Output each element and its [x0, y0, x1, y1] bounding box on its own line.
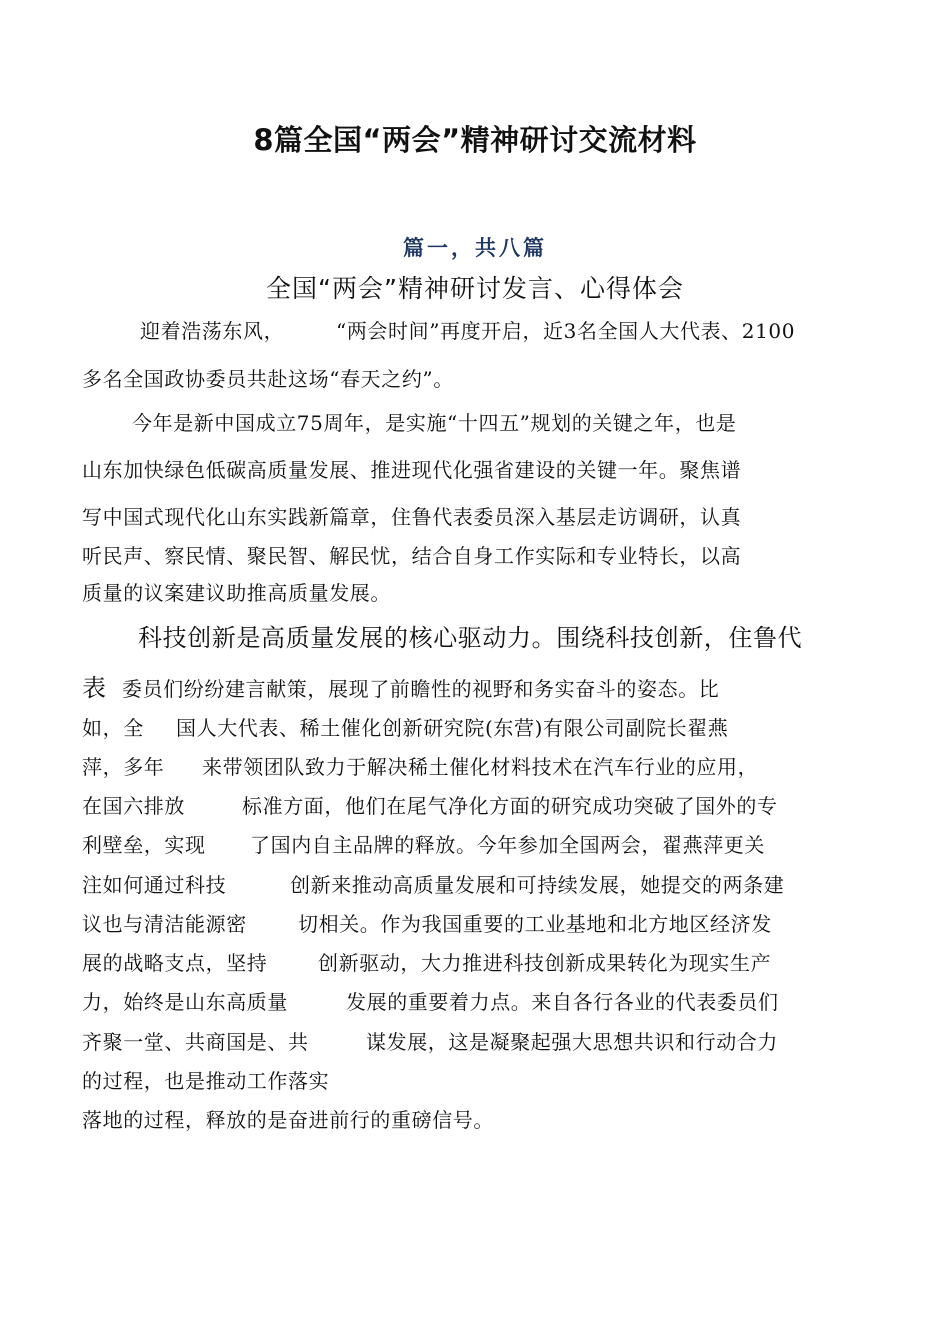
- paragraph-3-line-8a: 议也与清洁能源密: [82, 912, 247, 936]
- paragraph-3-line-7a: 注如何通过科技: [82, 873, 227, 897]
- paragraph-3-line-4b: 来带领团队致力于解决稀土催化材料技术在汽车行业的应用，: [202, 755, 759, 779]
- paragraph-3-line-11b: 谋发展，这是凝聚起强大思想共识和行动合力: [366, 1030, 778, 1054]
- paragraph-2-line-3: 写中国式现代化山东实践新篇章，住鲁代表委员深入基层走访调研，认真: [82, 505, 742, 529]
- paragraph-3-line-9a: 展的战略支点，坚持: [82, 951, 268, 975]
- paragraph-3-line-2b: 委员们纷纷建言献策，展现了前瞻性的视野和务实奋斗的姿态。比: [122, 677, 720, 701]
- section-number-label: 篇一，共八篇: [403, 235, 547, 260]
- paragraph-3-line-5a: 在国六排放: [82, 794, 185, 818]
- paragraph-3-line-4a: 萍，多年: [82, 755, 165, 779]
- paragraph-3-line-2a: 表: [82, 674, 107, 702]
- paragraph-2-line-1: 今年是新中国成立75周年，是实施“十四五”规划的关键之年，也是: [132, 411, 737, 435]
- paragraph-3-line-13: 落地的过程，释放的是奋进前行的重磅信号。: [82, 1108, 494, 1132]
- paragraph-2-line-4: 听民声、察民情、聚民智、解民忧，结合自身工作实际和专业特长，以高: [82, 544, 742, 568]
- paragraph-3-line-5b: 标准方面，他们在尾气净化方面的研究成功突破了国外的专: [242, 794, 778, 818]
- paragraph-2-line-5: 质量的议案建议助推高质量发展。: [82, 581, 391, 605]
- document-title: 8篇全国“两会”精神研讨交流材料: [253, 123, 697, 157]
- paragraph-1-line-1b: “两会时间”再度开启，近3名全国人大代表、2100: [336, 319, 796, 343]
- paragraph-2-line-2: 山东加快绿色低碳高质量发展、推进现代化强省建设的关键一年。聚焦谱: [82, 458, 742, 482]
- paragraph-3-line-10b: 发展的重要着力点。来自各行各业的代表委员们: [346, 990, 779, 1014]
- paragraph-3-line-3a: 如，全: [82, 716, 144, 740]
- paragraph-3-line-1: 科技创新是高质量发展的核心驱动力。围绕科技创新，住鲁代: [138, 624, 803, 652]
- paragraph-3-line-7b: 创新来推动高质量发展和可持续发展，她提交的两条建: [290, 873, 785, 897]
- paragraph-3-line-6b: 了国内自主品牌的释放。今年参加全国两会，翟燕萍更关: [250, 833, 765, 857]
- paragraph-3-line-8b: 切相关。作为我国重要的工业基地和北方地区经济发: [298, 912, 772, 936]
- paragraph-1-line-1a: 迎着浩荡东风，: [140, 319, 285, 343]
- paragraph-3-line-11a: 齐聚一堂、共商国是、共: [82, 1030, 309, 1054]
- paragraph-3-line-9b: 创新驱动，大力推进科技创新成果转化为现实生产: [318, 951, 772, 975]
- section-title: 全国“两会”精神研讨发言、心得体会: [266, 274, 684, 303]
- paragraph-3-line-3b: 国人大代表、稀土催化创新研究院(东营)有限公司副院长翟燕: [176, 716, 729, 740]
- paragraph-3-line-6a: 利壁垒，实现: [82, 833, 206, 857]
- paragraph-3-line-12: 的过程，也是推动工作落实: [82, 1069, 330, 1093]
- paragraph-3-line-10a: 力，始终是山东高质量: [82, 990, 288, 1014]
- paragraph-1-line-2: 多名全国政协委员共赴这场“春天之约”。: [82, 367, 454, 391]
